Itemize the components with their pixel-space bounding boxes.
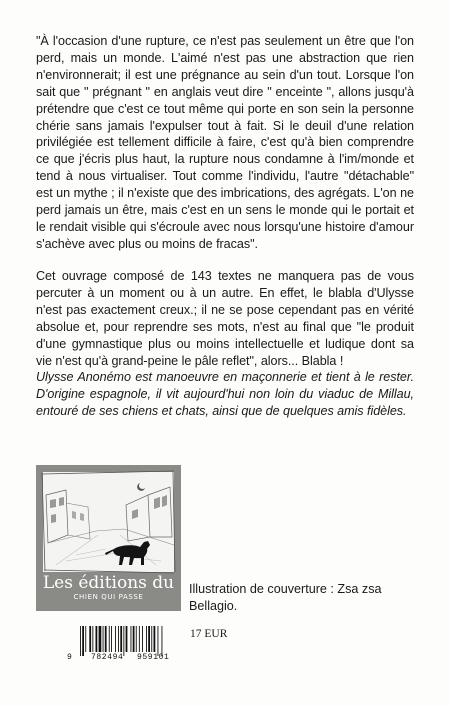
barcode-bar — [151, 626, 152, 652]
barcode-bar — [103, 626, 104, 652]
barcode-bar — [123, 626, 124, 656]
author-bio-text: Ulysse Anonémo est manoeuvre en maçonnerie et tient à le rester. D'origine espagnole, il vit aujourd'hui non loin du viaduc de Millau, entouré de ses chiens et chats, ainsi que de quelques amis fidèles. — [36, 370, 414, 418]
barcode-bar — [99, 626, 102, 652]
author-bio-paragraph — [36, 369, 414, 420]
barcode-bar — [148, 626, 150, 652]
barcode-bar — [162, 626, 163, 656]
publisher-name-title: Les éditions du — [42, 573, 175, 593]
barcode-bar — [139, 626, 140, 652]
barcode-first-digit: 9 — [67, 653, 72, 662]
quote-text: "À l'occasion d'une rupture, ce n'est pas seulement un être que l'on perd, mais un monde. L'aimé n'est pas une abstraction que rien n'environnerait; il est une prégnance au sein d'un tout. Lorsque l'on sait que " prégnant " en anglais veut dire " enceinte ", allons jusqu'à prétendre que c'est ce tout même qui porte en son sein la personne chérie sans jamais l'expulser tout à fait. Si le deuil d'une relation privilégiée est tellement difficile à faire, c'est qu'à bien comprendre ce que j'écris plus haut, la rupture nous condamne à l'im/monde et tend à nous virtualiser. Tout comme l'individu, l'autre "détachable" est un mythe ; il n'existe que des imbrications, des agrégats. L'on ne perd jamais un être, mais c'est en un sens le monde qui le portait et le rendait visible qui s'écroule avec nous lorsqu'une histoire d'amour s'achève avec plus ou moins de fracas". — [36, 34, 414, 251]
publisher-name-subtitle: CHIEN QUI PASSE — [73, 593, 144, 601]
barcode-bar — [82, 626, 84, 656]
barcode-bar — [89, 626, 91, 652]
barcode-bar — [80, 626, 81, 656]
barcode-bar — [115, 626, 116, 652]
barcode-bar — [126, 626, 128, 652]
barcode-bar — [142, 626, 143, 652]
barcode-bar — [154, 626, 156, 652]
publisher-cover-image — [36, 465, 181, 611]
barcode-bar — [133, 626, 135, 652]
illustration-credit: Illustration de couverture : Zsa zsa Bellagio. — [189, 582, 382, 613]
barcode-bar — [105, 626, 107, 652]
barcode-bar — [158, 626, 159, 656]
barcode-bar — [118, 626, 119, 652]
barcode-bar — [136, 626, 137, 652]
barcode-bar — [92, 626, 93, 652]
barcode-bar — [109, 626, 110, 652]
price-label: 17 EUR — [190, 628, 228, 640]
barcode-bar — [131, 626, 132, 652]
barcode-right-digits: 959101 — [137, 653, 170, 662]
barcode-bar — [85, 626, 86, 652]
barcode-bar — [146, 626, 147, 652]
barcode-bar — [96, 626, 98, 652]
barcode-bar — [111, 626, 112, 652]
quote-paragraph — [36, 33, 414, 253]
summary-paragraph — [36, 268, 414, 369]
barcode-left-digits: 782494 — [91, 653, 124, 662]
barcode-bar — [120, 626, 122, 652]
summary-text: Cet ouvrage composé de 143 textes ne manquera pas de vous percuter à un moment ou à un autre. En effet, le blabla d'Ulysse n'est pas exactement creux.; il ne se pose cependant pas en vérité absolue et, pour reprendre ses mots, n'est au final que "le produit d'une gymnastique plus ou moins intellectuelle et ludique dont sa vie n'est qu'à grand-peine le pâle reflet", alors... Blabla ! — [36, 269, 414, 368]
